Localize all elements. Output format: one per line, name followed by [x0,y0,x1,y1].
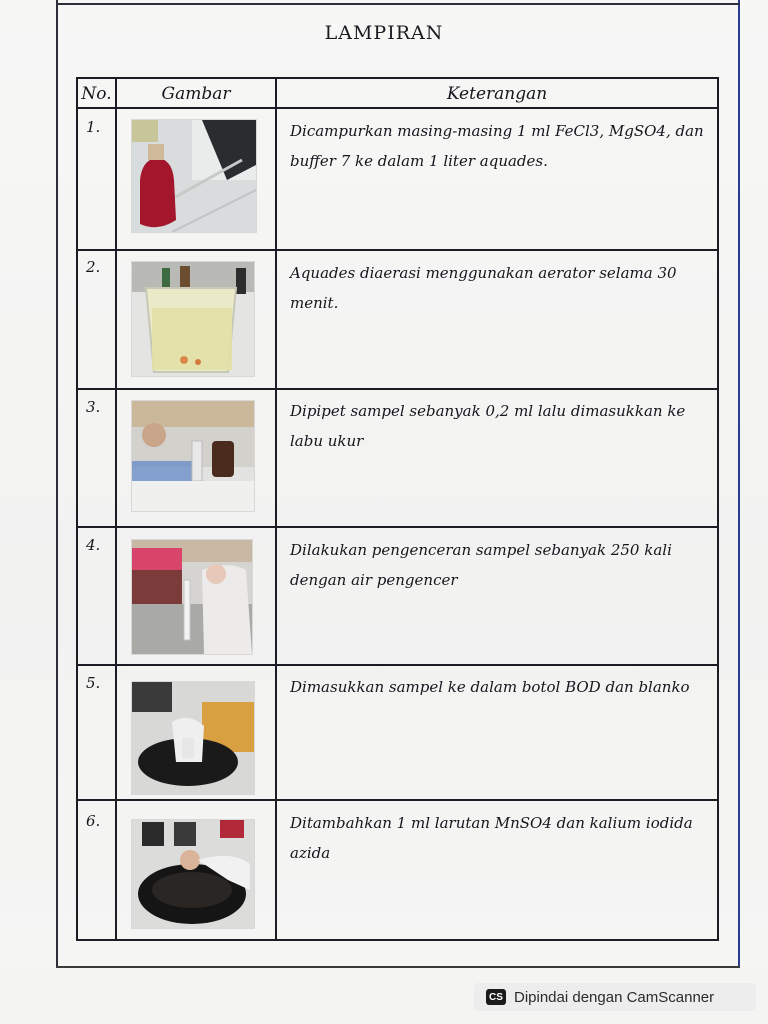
row-divider [76,526,719,528]
page-border-top [56,3,740,5]
page-border-bottom [56,966,740,968]
row-number: 6. [86,812,101,830]
table-border-top [76,77,719,79]
camscanner-label: Dipindai dengan CamScanner [514,988,715,1006]
header-image: Gambar [161,84,231,104]
step-description: Dimasukkan sampel ke dalam botol BOD dan blanko [290,678,690,696]
step-description: Ditambahkan 1 ml larutan MnSO4 dan kalium iodida azida [290,814,693,862]
step-description: Dipipet sampel sebanyak 0,2 ml lalu dimasukkan ke labu ukur [290,402,686,450]
row-divider [76,388,719,390]
step-photo [132,120,256,232]
column-divider-no [115,77,117,941]
header-description: Keterangan [446,84,548,104]
row-number: 2. [86,258,101,276]
table-border-right [717,77,719,941]
step-photo [132,682,254,794]
row-divider [76,664,719,666]
table-border-left [76,77,78,941]
row-number: 4. [86,536,101,554]
step-photo [132,540,252,654]
step-description: Aquades diaerasi menggunakan aerator selama 30 menit. [290,264,677,312]
row-divider [76,249,719,251]
row-number: 3. [86,398,101,416]
header-no: No. [81,84,112,104]
row-number: 5. [86,674,101,692]
camscanner-logo-icon: CS [486,989,506,1005]
row-divider [76,799,719,801]
step-description: Dicampurkan masing-masing 1 ml FeCl3, MgSO4, dan buffer 7 ke dalam 1 liter aquades. [290,122,704,170]
page-title: LAMPIRAN [324,22,444,44]
row-number: 1. [86,118,101,136]
column-divider-image [275,77,277,941]
step-photo [132,262,254,376]
step-photo [132,401,254,511]
camscanner-watermark [474,983,756,1011]
page-border-right [738,0,740,968]
step-photo [132,820,254,928]
page-border-left [56,0,58,968]
table-border-bottom [78,939,718,941]
step-description: Dilakukan pengenceran sampel sebanyak 250 kali dengan air pengencer [290,541,672,589]
table-header-divider [76,107,719,109]
